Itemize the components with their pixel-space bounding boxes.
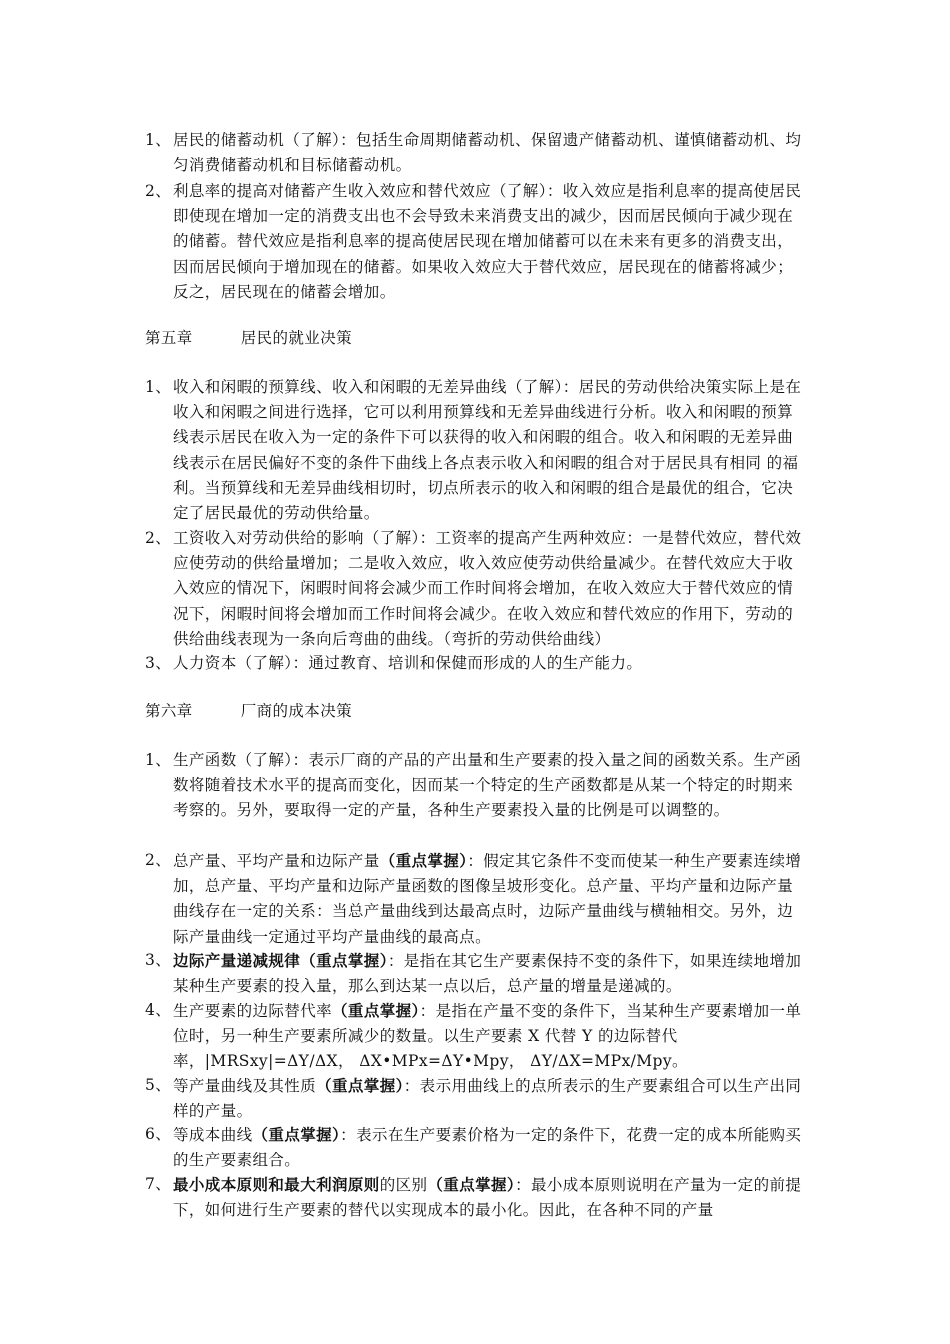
item-text: 生产要素的边际替代率（重点掌握）：是指在产量不变的条件下，当某种生产要素增加一单位时，另一种生产要素所减少的数量。以生产要素 X 代替 Y 的边际替代率，|MRSxy|=ΔY/ΔX， ΔX•MPx=ΔY•Mpy， ΔY/ΔX=MPx/Mpy。	[173, 1001, 802, 1071]
list-item	[145, 998, 807, 1075]
item-text: 等成本曲线（重点掌握）：表示在生产要素价格为一定的条件下，花费一定的成本所能购买的生产要素组合。	[173, 1125, 802, 1170]
chapter-heading	[145, 326, 352, 351]
item-number: 2、	[145, 529, 172, 547]
list-item	[145, 748, 807, 824]
emphasis: （重点掌握）	[300, 951, 388, 970]
item-text: 总产量、平均产量和边际产量（重点掌握）：假定其它条件不变而使某一种生产要素连续增加，总产量、平均产量和边际产量函数的图像呈坡形变化。总产量、平均产量和边际产量曲线存在一定的关系：当总产量曲线到达最高点时，边际产量曲线与横轴相交。另外，边际产量曲线一定通过平均产量曲线的最高点。	[173, 851, 802, 946]
item-number: 2、	[145, 851, 172, 869]
item-text: 工资收入对劳动供给的影响（了解）：工资率的提高产生两种效应：一是替代效应，替代效应使劳动的供给量增加；二是收入效应，收入效应使劳动供给量减少。在替代效应大于收入效应的情况下，闲暇时间将会减少而工作时间将会增加，在收入效应大于替代效应的情况下，闲暇时间将会增加而工作时间将会减少。在收入效应和替代效应的作用下，劳动的供给曲线表现为一条向后弯曲的曲线。（弯折的劳动供给曲线）	[173, 529, 802, 648]
list-item	[145, 651, 807, 676]
item-text: 等产量曲线及其性质（重点掌握）：表示用曲线上的点所表示的生产要素组合可以生产出同样的产量。	[173, 1076, 802, 1121]
item-number: 1、	[145, 131, 172, 149]
list-item	[145, 128, 807, 178]
emphasis: （重点掌握）	[316, 1076, 404, 1095]
list-item	[145, 526, 807, 652]
list-item	[145, 1172, 807, 1223]
list-item	[145, 948, 807, 999]
emphasis: （重点掌握）	[332, 1001, 420, 1020]
emphasis: （重点掌握）	[427, 1175, 516, 1194]
item-text: 最小成本原则和最大利润原则的区别（重点掌握）：最小成本原则说明在产量为一定的前提下，如何进行生产要素的替代以实现成本的最小化。因此，在各种不同的产量	[173, 1175, 802, 1220]
item-text: 人力资本（了解）：通过教育、培训和保健而形成的人的生产能力。	[173, 654, 643, 672]
emphasis: 边际产量递减规律	[173, 951, 301, 970]
item-number: 1、	[145, 751, 172, 769]
item-number: 5、	[145, 1076, 172, 1094]
list-item	[145, 1122, 807, 1173]
item-text: 生产函数（了解）：表示厂商的产品的产出量和生产要素的投入量之间的函数关系。生产函数将随着技术水平的提高而变化，因而某一个特定的生产函数都是从某一个特定的时期来考察的。另外，要取得一定的产量，各种生产要素投入量的比例是可以调整的。	[173, 751, 802, 820]
chapter-title: 居民的就业决策	[240, 329, 353, 347]
emphasis: （重点掌握）	[252, 1125, 341, 1144]
item-text: 利息率的提高对储蓄产生收入效应和替代效应（了解）：收入效应是指利息率的提高使居民即使现在增加一定的消费支出也不会导致未来消费支出的减少，因而居民倾向于减少现在的储蓄。替代效应是指利息率的提高使居民现在增加储蓄可以在未来有更多的消费支出，因而居民倾向于增加现在的储蓄。如果收入效应大于替代效应，居民现在的储蓄将减少；反之，居民现在的储蓄会增加。	[173, 182, 802, 301]
item-number: 2、	[145, 182, 172, 200]
item-number: 7、	[145, 1175, 172, 1193]
list-item	[145, 179, 807, 305]
item-text: 居民的储蓄动机（了解）：包括生命周期储蓄动机、保留遗产储蓄动机、谨慎储蓄动机、均匀消费储蓄动机和目标储蓄动机。	[173, 131, 802, 175]
chapter-number: 第六章	[145, 702, 193, 720]
item-number: 3、	[145, 951, 172, 969]
chapter-heading	[145, 699, 352, 724]
item-number: 6、	[145, 1125, 172, 1143]
list-item	[145, 1073, 807, 1124]
chapter-title: 厂商的成本决策	[240, 702, 353, 720]
item-number: 1、	[145, 378, 172, 396]
item-text: 边际产量递减规律（重点掌握）：是指在其它生产要素保持不变的条件下，如果连续地增加某种生产要素的投入量，那么到达某一点以后，总产量的增量是递减的。	[173, 951, 802, 996]
item-number: 4、	[145, 1001, 172, 1019]
emphasis: （重点掌握）	[379, 851, 468, 870]
list-item	[145, 375, 807, 526]
emphasis: 最小成本原则和最大利润原则	[173, 1175, 380, 1194]
item-number: 3、	[145, 654, 172, 672]
list-item	[145, 848, 807, 950]
item-text: 收入和闲暇的预算线、收入和闲暇的无差异曲线（了解）：居民的劳动供给决策实际上是在收入和闲暇之间进行选择，它可以利用预算线和无差异曲线进行分析。收入和闲暇的预算线表示居民在收入为一定的条件下可以获得的收入和闲暇的组合。收入和闲暇的无差异曲线表示在居民偏好不变的条件下曲线上各点表示收入和闲暇的组合对于居民具有相同 的福利。当预算线和无差异曲线相切时，切点所表示的收入和闲暇的组合是最优的组合，它决定了居民最优的劳动供给量。	[173, 378, 802, 523]
chapter-number: 第五章	[145, 329, 193, 347]
